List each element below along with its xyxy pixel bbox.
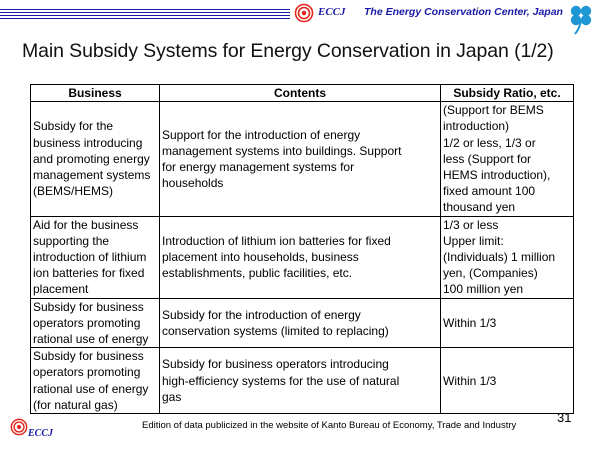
contents-cell	[160, 102, 441, 216]
column-header-contents: Contents	[160, 85, 441, 102]
eccj-logo-icon	[294, 3, 314, 23]
business-cell	[31, 348, 160, 414]
cell-line: yen, (Companies)	[443, 266, 538, 281]
cell-line: Aid for the business	[33, 217, 139, 232]
page-title: Main Subsidy Systems for Energy Conservation in Japan (1/2)	[22, 40, 554, 62]
footer-logo-text: ECCJ	[28, 428, 54, 439]
cell-line: Subsidy for business operators introducing	[162, 357, 389, 372]
header-logo-text: ECCJ	[318, 6, 346, 18]
cell-line: Within 1/3	[443, 315, 497, 330]
page-number: 31	[557, 410, 572, 425]
cell-line: supporting the	[33, 233, 110, 248]
clover-icon	[567, 2, 595, 36]
cell-line: thousand yen	[443, 200, 516, 215]
header-rule-lines	[0, 9, 290, 21]
table-row	[31, 102, 574, 216]
cell-line: business introducing	[33, 135, 143, 150]
column-header-business: Business	[31, 85, 160, 102]
cell-line: Introduction of lithium ion batteries for fixed	[162, 233, 391, 248]
cell-line: introduction of lithium	[33, 250, 147, 265]
footer-source-note: Edition of data publicized in the website of Kanto Bureau of Economy, Trade and Industry	[142, 420, 517, 431]
header-bar	[0, 0, 600, 30]
cell-line: introduction)	[443, 119, 510, 134]
cell-line: ion batteries for fixed	[33, 266, 145, 281]
cell-line: Subsidy for the	[33, 119, 114, 134]
cell-line: 1/2 or less, 1/3 or	[443, 135, 536, 150]
subsidy-ratio-cell	[441, 348, 574, 414]
cell-line: 1/3 or less	[443, 217, 499, 232]
cell-line: Within 1/3	[443, 373, 497, 388]
cell-line: (BEMS/HEMS)	[33, 184, 114, 199]
table-header-row	[31, 85, 574, 102]
column-header-subsidy-ratio: Subsidy Ratio, etc.	[441, 85, 574, 102]
cell-line: and promoting energy	[33, 151, 150, 166]
cell-line: establishments, public facilities, etc.	[162, 266, 353, 281]
cell-line: less (Support for	[443, 151, 532, 166]
cell-line: Support for the introduction of energy	[162, 127, 361, 142]
business-cell	[31, 102, 160, 216]
cell-line: Upper limit:	[443, 233, 504, 248]
cell-line: HEMS introduction),	[443, 168, 551, 183]
cell-line: rational use of energy	[33, 381, 149, 396]
contents-cell	[160, 216, 441, 298]
cell-line: Subsidy for the introduction of energy	[162, 307, 361, 322]
table-row	[31, 348, 574, 414]
table-row	[31, 298, 574, 348]
cell-line: management systems	[33, 168, 151, 183]
subsidy-ratio-cell	[441, 216, 574, 298]
cell-line: gas	[162, 389, 182, 404]
subsidy-ratio-cell	[441, 298, 574, 348]
cell-line: fixed amount 100	[443, 184, 536, 199]
cell-line: households	[162, 176, 224, 191]
cell-line: placement into households, business	[162, 250, 359, 265]
cell-line: (Support for BEMS	[443, 103, 544, 118]
table-row	[31, 216, 574, 298]
contents-cell	[160, 298, 441, 348]
header-organization: The Energy Conservation Center, Japan	[364, 6, 563, 18]
footer-eccj-logo-icon	[10, 418, 28, 436]
cell-line: management systems into buildings. Support	[162, 143, 402, 158]
cell-line: Subsidy for business	[33, 349, 144, 364]
subsidy-ratio-cell	[441, 102, 574, 216]
business-cell	[31, 216, 160, 298]
cell-line: high-efficiency systems for the use of natural	[162, 373, 400, 388]
cell-line: operators promoting	[33, 315, 141, 330]
business-cell	[31, 298, 160, 348]
cell-line: 100 million yen	[443, 282, 524, 297]
subsidy-table	[30, 84, 574, 414]
contents-cell	[160, 348, 441, 414]
cell-line: placement	[33, 282, 89, 297]
cell-line: Subsidy for business	[33, 299, 144, 314]
cell-line: (Individuals) 1 million	[443, 250, 556, 265]
cell-line: (for natural gas)	[33, 397, 118, 412]
cell-line: operators promoting	[33, 365, 141, 380]
cell-line: rational use of energy	[33, 332, 149, 347]
cell-line: for energy management systems for	[162, 159, 355, 174]
cell-line: conservation systems (limited to replacing)	[162, 323, 389, 338]
